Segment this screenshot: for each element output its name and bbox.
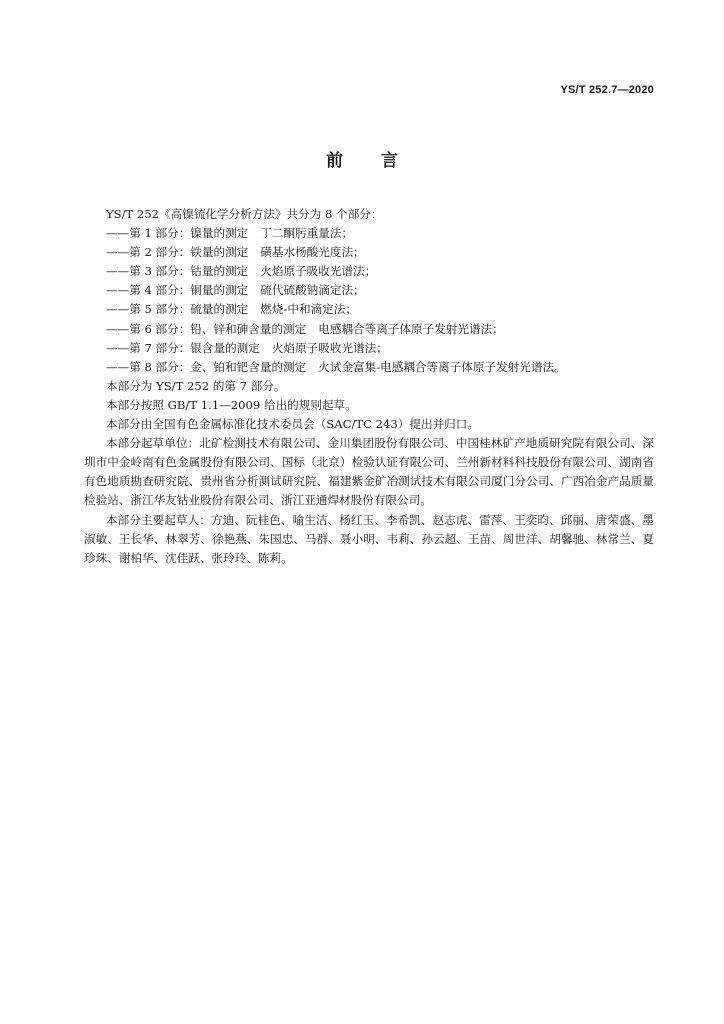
list-item bbox=[84, 281, 654, 300]
document-body bbox=[84, 205, 654, 568]
part-method: 硫代硫酸钠滴定法； bbox=[260, 283, 365, 298]
statement-part: 本部分为 YS/T 252 的第 7 部分。 bbox=[106, 378, 286, 393]
part-label: ——第 8 部分：金、铂和钯含量的测定 bbox=[106, 359, 307, 374]
part-label: ——第 6 部分：铅、锌和砷含量的测定 bbox=[106, 321, 307, 336]
list-item bbox=[84, 262, 654, 281]
part-label: ——第 3 部分：钴量的测定 bbox=[106, 264, 249, 279]
part-method: 火焰原子吸收光谱法； bbox=[271, 340, 388, 355]
list-item bbox=[84, 300, 654, 319]
list-item bbox=[84, 243, 654, 262]
part-method: 丁二酮肟重量法； bbox=[260, 226, 354, 241]
parts-list bbox=[84, 224, 654, 377]
part-label: ——第 7 部分：银含量的测定 bbox=[106, 340, 260, 355]
statement-committee: 本部分由全国有色金属标准化技术委员会（SAC/TC 243）提出并归口。 bbox=[106, 417, 479, 432]
list-item bbox=[84, 224, 654, 243]
part-method: 燃烧-中和滴定法； bbox=[260, 302, 357, 317]
list-item bbox=[84, 320, 654, 339]
part-label: ——第 1 部分：镍量的测定 bbox=[106, 226, 249, 241]
part-label: ——第 4 部分：铜量的测定 bbox=[106, 283, 249, 298]
list-item bbox=[84, 339, 654, 358]
statement-rules: 本部分按照 GB/T 1.1—2009 给出的规则起草。 bbox=[106, 397, 357, 412]
part-method: 磺基水杨酸光度法； bbox=[260, 245, 365, 260]
list-item bbox=[84, 358, 654, 377]
page-title: 前言 bbox=[326, 151, 436, 171]
intro-paragraph: YS/T 252《高镍锍化学分析方法》共分为 8 个部分： bbox=[106, 207, 383, 221]
standard-code: YS/T 252.7—2020 bbox=[560, 84, 654, 96]
part-label: ——第 5 部分：硫量的测定 bbox=[106, 302, 249, 317]
part-method: 火试金富集-电感耦合等离子体原子发射光谱法。 bbox=[318, 359, 566, 374]
part-method: 火焰原子吸收光谱法； bbox=[260, 264, 377, 279]
part-label: ——第 2 部分：铁量的测定 bbox=[106, 245, 249, 260]
drafting-units-paragraph: 本部分起草单位：北矿检测技术有限公司、金川集团股份有限公司、中国桂林矿产地质研究院有限公司、深圳市中金岭南有色金属股份有限公司、国标（北京）检验认证有限公司、兰州新材料科技股份有限公司、湖南省有色地质勘查研究院、贵州省分析测试研究院、福建紫金矿冶测试技术有限公司厦门分公司、广西冶金产品质量检验站、浙江华友钴业股份有限公司、浙江亚通焊材股份有限公司。 bbox=[84, 436, 654, 508]
part-method: 电感耦合等离子体原子发射光谱法； bbox=[318, 321, 504, 336]
drafters-paragraph: 本部分主要起草人：方迪、阮桂色、喻生洁、杨红玉、李希凯、赵志虎、雷萍、王奕昀、邱丽、唐荣盛、墨淑敏、王长华、林翠芳、徐艳燕、朱国忠、马群、聂小明、韦莉、孙云超、王苗、周世洋、胡馨驰、林常兰、夏珍珠、谢柏华、沈佳跃、张玲玲、陈莉。 bbox=[84, 512, 654, 565]
